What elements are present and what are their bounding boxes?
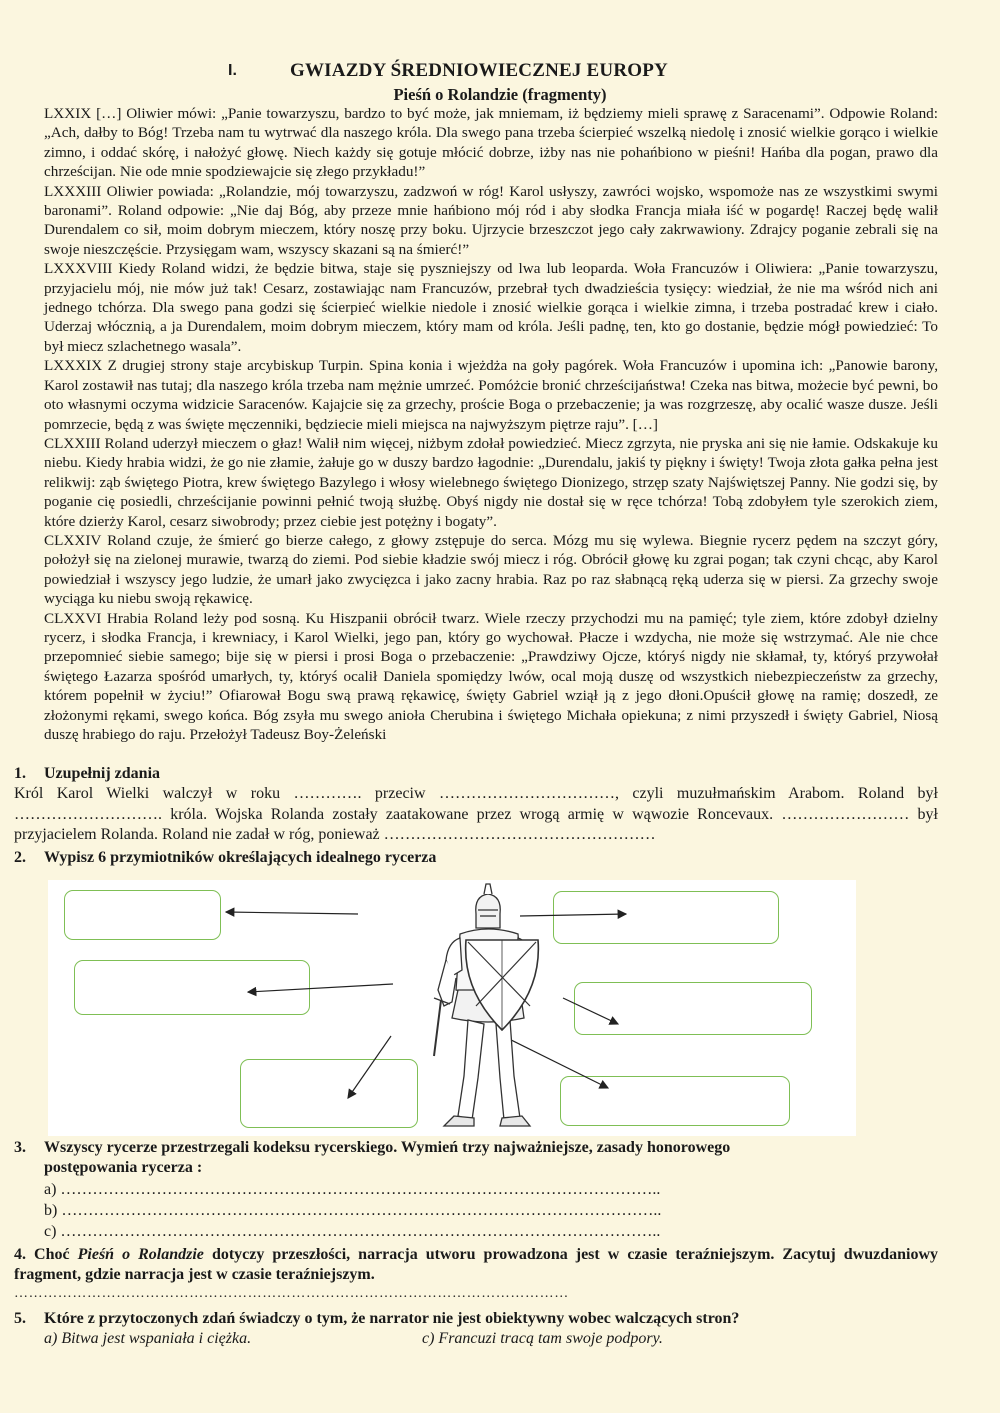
question-4-number: 4. [14, 1246, 26, 1263]
question-3-heading [14, 1138, 730, 1158]
paragraph-clxxvi: CLXXVI Hrabia Roland leży pod sosną. Ku Hiszpanii obrócił twarz. Wiele rzeczy przychodzi mu na pamięć; tyle ziem, które zdobył dzielny rycerz, i słodka Francja, i krewniacy, i Karol Wielki, jego pan, który go wychował. Płacze i wzdycha, nie może się wstrzymać. Ale nie chce przepomnieć siebie samego; bije się w piersi i prosi Boga o przebaczenie: „Prawdziwy Ojcze, któryś nigdy nie skłamał, ty, któryś przywołał świętego Łazarza spośród umarłych, ty, któryś ocalił Daniela spomiędzy lwów, ocal moją duszę od wszystkich niebezpieczeństw za grzechy, którem popełnił w życiu!” Ofiarował Bogu swą prawą rękawicę, święty Gabriel wziął ją z jego dłoni.Opuścił głowę na ramię; doszedł, ze złożonymi rękami, swego końca. Bóg zsyła mu swego anioła Cherubina i świętego Michała opiekuna; z nimi przyszedł i święty Gabriel, Niosą duszę hrabiego do raju. Przełożył Tadeusz Boy-Żeleński [44, 609, 938, 743]
question-4-work-title: Pieśń o Rolandzie [77, 1246, 204, 1263]
answer-line-q4[interactable]: …………………………………………………………………………………………………… [14, 1286, 569, 1301]
paragraph-lxxxix: LXXXIX Z drugiej strony staje arcybiskup Turpin. Spina konia i wjeżdża na goły pagórek. Woła Francuzów i upomina ich: „Panowie barony, Karol zostawił nas tutaj; dla naszego króla trzeba nam mężnie umrzeć. Pomóżcie bronić chrześcijaństwa! Czeka nas bitwa, możecie być pewni, bo oto własnymi oczyma widzicie Saracenów. Kajajcie się za grzechy, proście Boga o przebaczenie; ja was rozgrzeszę, aby ocalić wasze dusze. Jeśli pomrzecie, będą z was święte męczenniki, będziecie mieli miejsca na najwyższym piętrze raju”. […] [44, 357, 938, 433]
question-4-pre: Choć [34, 1246, 70, 1263]
arrow-1 [226, 912, 358, 914]
arrow-4 [520, 914, 626, 916]
answer-line-c[interactable]: c) ………………………………………………………………………………………………….. [44, 1223, 661, 1240]
question-3-title-line2: postępowania rycerza : [44, 1159, 203, 1176]
question-2-title: Wypisz 6 przymiotników określających idealnego rycerza [44, 849, 437, 866]
arrow-5 [563, 998, 618, 1024]
question-4-text: dotyczy przeszłości, narracja utworu prowadzona jest w czasie teraźniejszym. Zacytuj dwuzdaniowy fragment, gdzie narracja jest w czasie teraźniejszym. [14, 1246, 939, 1283]
paragraph-clxxiv: CLXXIV Roland czuje, że śmierć go bierze całego, z głowy zstępuje do serca. Mózg mu się wylewa. Biegnie rycerz pędem na szczyt góry, położył się na zielonej murawie, twarzą do ziemi. Pod siebie kładzie swój miecz i róg. Obrócił głowę ku zgrai pogan; tak czyni chcąc, aby Karol powiedział i wszyscy jego ludzie, że umarł jako zwycięzca i jako zacny hrabia. Raz po raz słabnącą ręką uderza się w piersi. Za grzechy swoje wyciąga ku niebu swoją rękawicę. [44, 531, 938, 608]
arrow-6 [503, 1036, 608, 1088]
question-1-text[interactable] [14, 784, 938, 846]
question-2-heading [14, 848, 436, 868]
knight-figure [434, 884, 538, 1126]
section-number: I. [228, 62, 237, 79]
knight-diagram [48, 880, 856, 1136]
paragraph-lxxxviii: LXXXVIII Kiedy Roland widzi, że będzie bitwa, staje się pyszniejszy od lwa lub leoparda. Woła Francuzów i Oliwiera: „Panie towarzyszu, przyjacielu mój, nie mów już tak! Cesarz, zostawiając nam Francuzów, przebrał tych dwadzieścia tysięcy: wiedział, że nie ma wśród nich ani jednego tchórza. Dla swego pana godzi się ścierpieć wielkie niedole i znosić wielkie gorąca i wielkie zimna, i trzeba postradać krew i ciało. Uderzaj włócznią, a ja Durendalem, moim dobrym mieczem, który mam od króla. Jeśli padnę, ten, kto go dostanie, będzie mógł powiedzieć: To był miecz szlachetnego wasala”. [44, 260, 938, 355]
question-1-heading [14, 764, 160, 784]
question-3-number: 3. [14, 1139, 26, 1156]
question-4-heading [14, 1245, 938, 1285]
paragraph-lxxxiii: LXXXIII Oliwier powiada: „Rolandzie, mój towarzyszu, zadzwoń w róg! Karol usłyszy, zawróci wojsko, wspomoże nas ze wszystkimi swymi baronami”. Roland odpowie: „Nie daj Bóg, aby przeze mnie hańbiono mój ród i aby słodka Francja miała iść w pogardę! Raczej będę walił Durendalem co sił, moim dobrym mieczem, który noszę przy boku. Ujrzycie brzeszczot jego cały zakrwawiony. Zdrajcy poganie zebrali się na swoje nieszczęście. Przysięgam wam, wszyscy skazani są na śmierć!” [44, 182, 938, 258]
option-a[interactable]: a) Bitwa jest wspaniała i ciężka. [44, 1330, 252, 1347]
question-2-number: 2. [14, 849, 26, 866]
poem-title: Pieśń o Rolandzie (fragmenty) [393, 85, 607, 104]
paragraph-clxxiii: CLXXIII Roland uderzył mieczem o głaz! Walił nim więcej, niżbym zdołał powiedzieć. Miecz zgrzyta, nie pryska ani się nie łamie. Odskakuje ku niebu. Kiedy hrabia widzi, że go nie złamie, żałuje go w duszy bardzo łagodnie: „Durendalu, jakiś ty piękny i święty! Twoja złota gałka pełna jest relikwij: ząb świętego Piotra, krew świętego Bazylego i włosy wielebnego świętego Dionizego, strzęp szaty Najświętszej Panny. Nie godzi się, by poganie cię posiedli, chrześcijanie powinni pełnić twoją służbę. Obyś nigdy nie dostał się w ręce tchórza! Tobą zdobyłem tyle szerokich ziem, które dzierży Karol, cesarz siwobrody; przez ciebie jest potężny i bogaty”. [44, 434, 938, 530]
knight-drawing [48, 880, 856, 1136]
question-1-title: Uzupełnij zdania [44, 765, 161, 782]
arrow-2 [248, 984, 393, 992]
poem-text [44, 104, 938, 744]
question-5-title: Które z przytoczonych zdań świadczy o tym, że narrator nie jest obiektywny wobec walczących stron? [44, 1310, 740, 1327]
paragraph-lxxix: LXXIX […] Oliwier mówi: „Panie towarzyszu, bardzo to być może, jak mniemam, iż będziemy mieli sprawę z Saracenami”. Odpowie Roland: „Ach, dałby to Bóg! Trzeba nam tu wytrwać dla naszego króla. Dla swego pana trzeba ścierpieć wszelką niedolę i znosić wielkie gorąco i wielkie zimno, i oddać skórę, i nałożyć głowę. Niech każdy się gotuje młócić dobrze, iżby nas nie pohańbiono w pieśni! Hańba dla pogan, prawo dla chrześcijan. Nie ode mnie spodziewajcie się złego przykładu!” [44, 105, 938, 181]
arrow-3 [348, 1036, 391, 1098]
section-title: GWIAZDY ŚREDNIOWIECZNEJ EUROPY [290, 60, 668, 81]
answer-line-b[interactable]: b) ………………………………………………………………………………………………….. [44, 1202, 662, 1219]
question-1-number: 1. [14, 765, 26, 782]
question-5-heading [14, 1309, 739, 1329]
section-header [0, 62, 1000, 84]
answer-line-a[interactable]: a) ………………………………………………………………………………………………….. [44, 1181, 661, 1198]
question-3-title-line1: Wszyscy rycerze przestrzegali kodeksu rycerskiego. Wymień trzy najważniejsze, zasady honorowego [44, 1139, 731, 1156]
fill-in-sentences[interactable]: Król Karol Wielki walczył w roku …………. przeciw ……………………………, czyli muzułmańskim Arabom. Roland był ………………………. króla. Wojska Rolanda zostały zaatakowane przez wrogą armię w wąwozie Roncevaux. …………………… był przyjacielem Rolanda. Roland nie zadał w róg, ponieważ …………………………………………… [14, 785, 938, 843]
question-5-number: 5. [14, 1310, 26, 1327]
option-c[interactable]: c) Francuzi tracą tam swoje podpory. [422, 1330, 663, 1347]
